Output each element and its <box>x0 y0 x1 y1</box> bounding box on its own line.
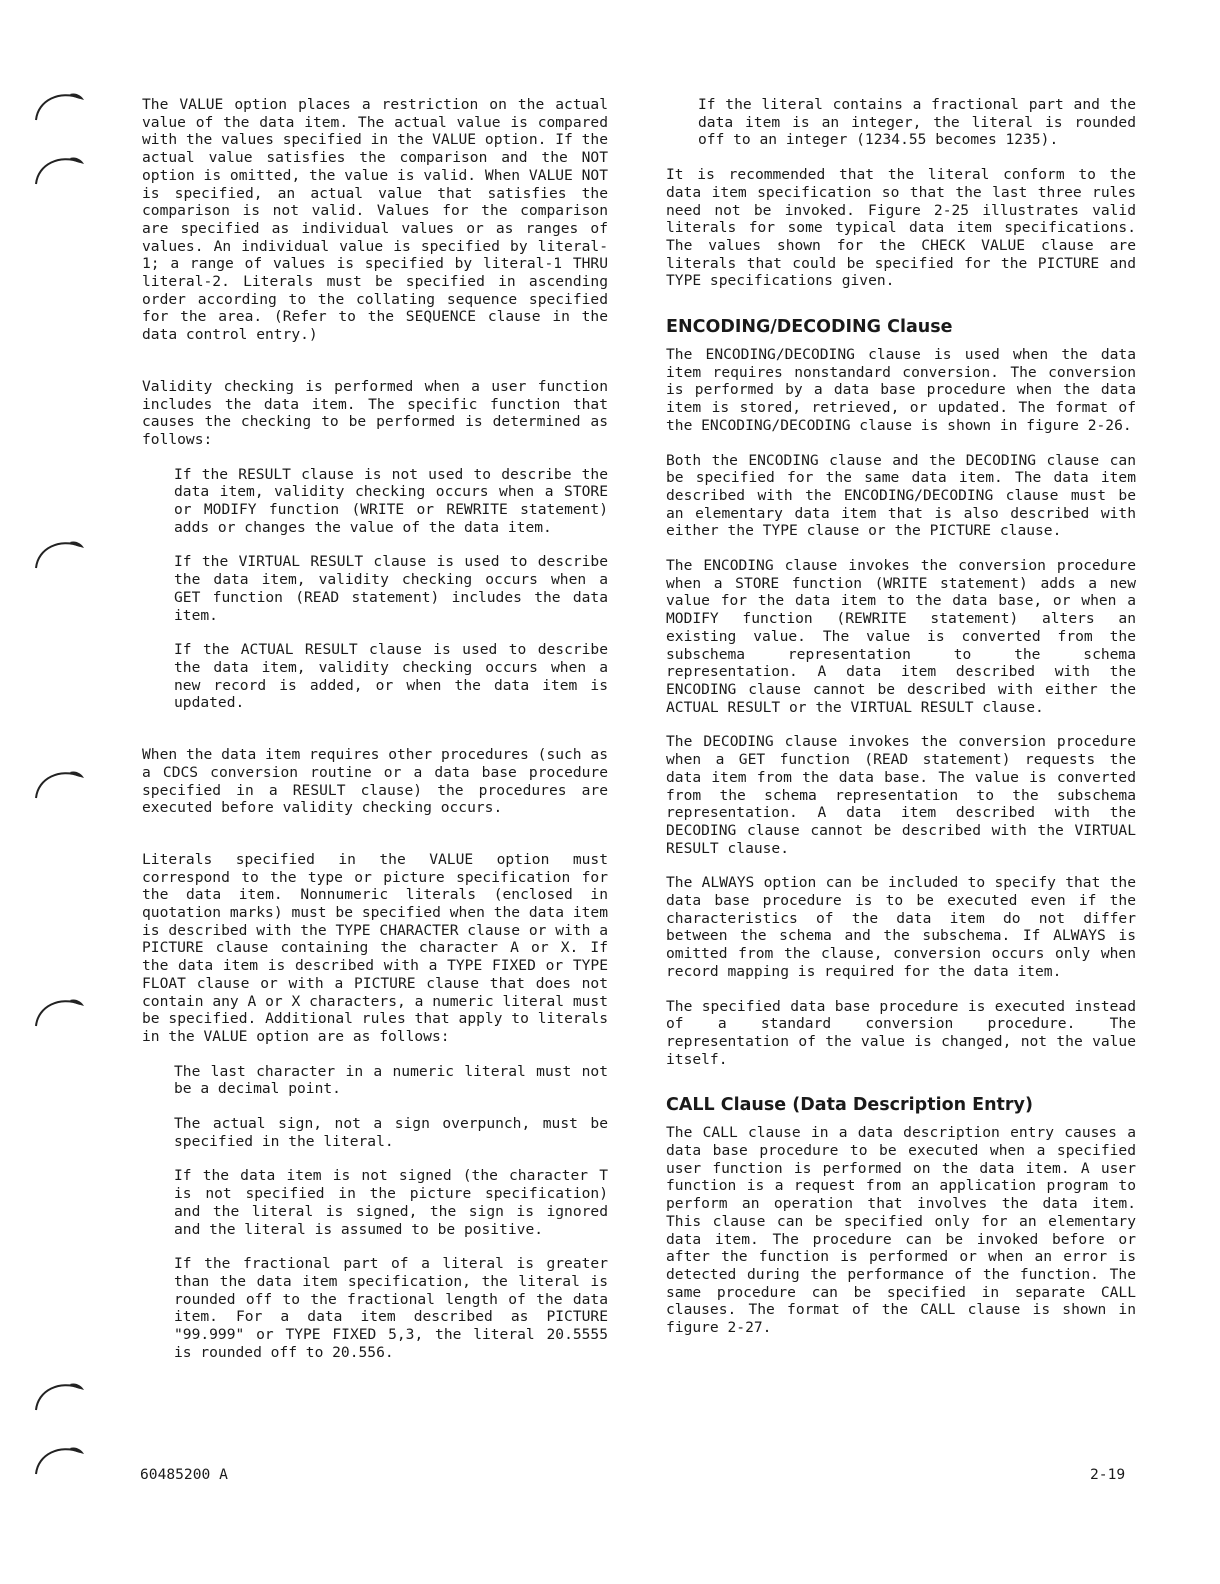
rule-virtual-result: If the VIRTUAL RESULT clause is used to describe the data item, validity checking occurs when a GET function (READ statement) includes the data item. <box>174 553 608 624</box>
paragraph-encoding-decoding-intro: The ENCODING/DECODING clause is used when the data item requires nonstandard conversion. The conversion is performed by a data base procedure when the data item is stored, retrieved, or updated. The format of the ENCODING/DECODING clause is shown in figure 2-26. <box>666 346 1136 434</box>
heading-encoding-decoding: ENCODING/DECODING Clause <box>666 317 953 338</box>
rule-integer-rounding: If the literal contains a fractional part and the data item is an integer, the literal is rounded off to an integer (1234.55 becomes 1235). <box>698 96 1136 149</box>
punch-hole-mark <box>30 534 86 570</box>
heading-call-clause: CALL Clause (Data Description Entry) <box>666 1095 1033 1116</box>
page-number: 2-19 <box>1090 1466 1126 1483</box>
rule-result-clause: If the RESULT clause is not used to describe the data item, validity checking occurs when a STORE or MODIFY function (WRITE or REWRITE statement) adds or changes the value of the data item. <box>174 465 608 536</box>
document-number: 60485200 A <box>140 1466 228 1483</box>
left-column <box>142 96 608 1378</box>
punch-hole-mark <box>30 150 86 186</box>
paragraph-procedure-executed: The specified data base procedure is executed instead of a standard conversion procedure. The representation of the value is changed, not the value itself. <box>666 997 1136 1068</box>
paragraph-always-option: The ALWAYS option can be included to specify that the data base procedure is to be executed even if the characteristics of the data item do not differ between the schema and the subschema. If ALWAYS is omitted from the clause, conversion occurs only when record mapping is required for the data item. <box>666 874 1136 980</box>
paragraph-validity-checking: Validity checking is performed when a user function includes the data item. The specific function that causes the checking to be performed is determined as follows: <box>142 377 608 448</box>
rule-fractional-part: If the fractional part of a literal is greater than the data item specification, the literal is rounded off to the fractional length of the data item. For a data item described as PICTURE "99.999" or TYPE FIXED 5,3, the literal 20.5555 is rounded off to 20.556. <box>174 1255 608 1361</box>
punch-hole-mark <box>30 1376 86 1412</box>
punch-hole-mark <box>30 86 86 122</box>
right-column <box>666 96 1136 1354</box>
paragraph-other-procedures: When the data item requires other procedures (such as a CDCS conversion routine or a data base procedure specified in a RESULT clause) the procedures are executed before validity checking occurs. <box>142 746 608 817</box>
rule-decimal-point: The last character in a numeric literal must not be a decimal point. <box>174 1062 608 1098</box>
paragraph-recommendation: It is recommended that the literal conform to the data item specification so that the last three rules need not be invoked. Figure 2-25 illustrates valid literals for some typical data item specifications. The values shown for the CHECK VALUE clause are literals that could be specified for the PICTURE and TYPE specifications given. <box>666 166 1136 290</box>
paragraph-value-option: The VALUE option places a restriction on the actual value of the data item. The actual value is compared with the values specified in the VALUE option. If the actual value satisfies the comparison and the NOT option is omitted, the value is valid. When VALUE NOT is specified, an actual value that satisfies the comparison is not valid. Values for the comparison are specified as individual values or as ranges of values. An individual value is specified by literal-1; a range of values is specified by literal-1 THRU literal-2. Literals must be specified in ascending order according to the collating sequence specified for the area. (Refer to the SEQUENCE clause in the data control entry.) <box>142 96 608 344</box>
rule-actual-result: If the ACTUAL RESULT clause is used to describe the data item, validity checking occurs when a new record is added, or when the data item is updated. <box>174 641 608 712</box>
paragraph-encoding-clause: The ENCODING clause invokes the conversion procedure when a STORE function (WRITE statement) adds a new value for the data item to the data base, or when a MODIFY function (REWRITE statement) alters an existing value. The value is converted from the subschema representation to the schema representation. A data item described with the ENCODING clause cannot be described with either the ACTUAL RESULT or the VIRTUAL RESULT clause. <box>666 557 1136 716</box>
rule-actual-sign: The actual sign, not a sign overpunch, must be specified in the literal. <box>174 1115 608 1150</box>
paragraph-both-clauses: Both the ENCODING clause and the DECODING clause can be specified for the same data item. The data item described with the ENCODING/DECODING clause must be an elementary data item that is also described with either the TYPE clause or the PICTURE clause. <box>666 451 1136 540</box>
paragraph-literals: Literals specified in the VALUE option must correspond to the type or picture specification for the data item. Nonnumeric literals (enclosed in quotation marks) must be specified when the data item is described with the TYPE CHARACTER clause or with a PICTURE clause containing the character A or X. If the data item is described with a TYPE FIXED or TYPE FLOAT clause or with a PICTURE clause that does not contain any A or X characters, a numeric literal must be specified. Additional rules that apply to literals in the VALUE option are as follows: <box>142 850 608 1045</box>
punch-hole-mark <box>30 1440 86 1476</box>
punch-hole-mark <box>30 992 86 1028</box>
paragraph-call-clause: The CALL clause in a data description entry causes a data base procedure to be executed when a specified user function is performed on the data item. A user function is a request from an application program to perform an operation that involves the data item. This clause can be specified only for an elementary data item. The procedure can be invoked before or after the function is performed or when an error is detected during the performance of the function. The same procedure can be specified in separate CALL clauses. The format of the CALL clause is shown in figure 2-27. <box>666 1124 1136 1337</box>
paragraph-decoding-clause: The DECODING clause invokes the conversion procedure when a GET function (READ statement) requests the data item from the data base. The value is converted from the schema representation to the subschema representation. A data item described with the DECODING clause cannot be described with the VIRTUAL RESULT clause. <box>666 733 1136 857</box>
punch-hole-mark <box>30 764 86 800</box>
rule-unsigned-item: If the data item is not signed (the character T is not specified in the picture specification) and the literal is signed, the sign is ignored and the literal is assumed to be positive. <box>174 1167 608 1238</box>
